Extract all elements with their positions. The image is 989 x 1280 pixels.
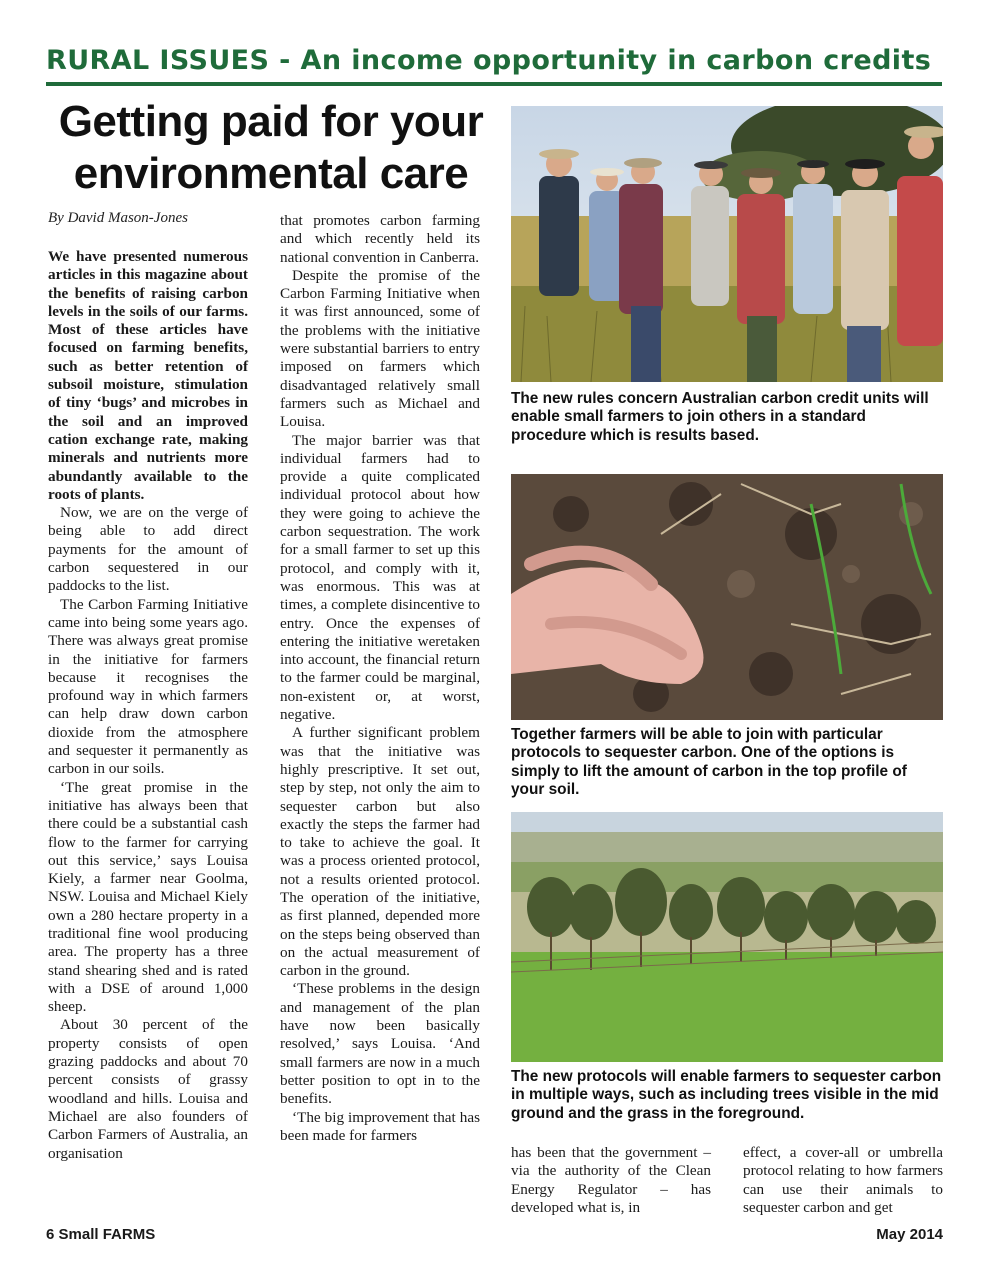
- banner-rule: [46, 82, 942, 86]
- paragraph: The Carbon Farming Initiative came into being some years ago. There was always great promise in the initiative for farmers because it recognises the profound way in which farmers can help draw down carbon dioxide from the atmosphere and sequester it permanently as carbon in our soils.: [48, 595, 248, 778]
- lead-paragraph: We have presented numerous articles in this magazine about the benefits of raising carbon levels in the soils of our farms. Most of these articles have focused on farming benefits, such as better retention of subsoil moisture, stimulation of tiny ‘bugs’ and microbes in the soil and an improved cation exchange rate, making minerals and nutrients more abundantly available to the roots of plants.: [48, 248, 248, 503]
- paragraph: About 30 percent of the property consists of open grazing paddocks and about 70 percent consists of grassy woodland and hills. Louisa and Michael are also founders of Carbon Farmers of Australia, an organisation: [48, 1016, 248, 1162]
- byline: By David Mason-Jones: [48, 210, 188, 226]
- column-1: [48, 248, 248, 1163]
- footer-page-number: 6 Small FARMS: [46, 1226, 156, 1243]
- article-headline: Getting paid for your environmental care: [58, 97, 484, 198]
- photo-farmers-field: [511, 106, 943, 382]
- paragraph: The major barrier was that individual farmers had to provide a quite complicated individual protocol about how they were going to achieve the carbon sequestration. The work for a small farmer to set up this protocol, and comply with it, was enormous. This was at times, a complete disincentive to entry. Once the expenses of entering the initiative weretaken into account, the financial return to the farmer could be marginal, non-existent or, at worst, negative.: [280, 431, 480, 724]
- caption-photo-3: The new protocols will enable farmers to sequester carbon in multiple ways, such as including trees visible in the mid ground and the grass in the foreground.: [511, 1068, 942, 1122]
- column-3: [511, 1144, 711, 1217]
- caption-photo-2: Together farmers will be able to join with particular protocols to sequester carbon. One of the options is simply to lift the amount of carbon in the top profile of your soil.: [511, 726, 907, 798]
- footer-date: May 2014: [876, 1226, 943, 1243]
- paragraph: ‘These problems in the design and management of the plan have now been basically resolved,’ says Louisa. ‘And small farmers are now in a much better position to opt in to the benefits.: [280, 980, 480, 1108]
- paragraph: Now, we are on the verge of being able to add direct payments for the amount of carbon sequestered in our paddocks to the list.: [48, 504, 248, 595]
- paragraph: ‘The great promise in the initiative has always been that there could be a substantial cash flow to the farmer for carrying out this service,’ says Louisa Kiely, a farmer near Goolma, NSW. Louisa and Michael Kiely own a 280 hectare property in a traditional fine wool producing area. The property has a three stand shearing shed and is rated with a DSE of around 1,000 sheep.: [48, 778, 248, 1016]
- photo-hand-soil: [511, 474, 943, 720]
- column-4: [743, 1144, 943, 1217]
- paragraph: A further significant problem was that the initiative was highly prescriptive. It set out, step by step, not only the aim to sequester carbon but also exactly the steps the farmer had to take to achieve the goal. It was a process oriented protocol, not a results oriented protocol. The operation of the initiative, as first planned, depended more on the steps being observed than on the actual measurement of carbon in the ground.: [280, 724, 480, 980]
- paragraph: ‘The big improvement that has been made for farmers: [280, 1108, 480, 1144]
- caption-photo-1: The new rules concern Australian carbon credit units will enable small farmers to join others in a standard procedure which is results based.: [511, 390, 929, 444]
- column-2: [280, 212, 480, 1145]
- paragraph: that promotes carbon farming and which recently held its national convention in Canberra.: [280, 212, 480, 266]
- paragraph: Despite the promise of the Carbon Farming Initiative when it was first announced, some of the problems with the initiative were substantial barriers to entry imposed on farmers which disadvantaged relatively small farmers such as Michael and Louisa.: [280, 266, 480, 431]
- paragraph: has been that the government – via the authority of the Clean Energy Regulator – has developed what is, in: [511, 1144, 711, 1216]
- paragraph: effect, a cover-all or umbrella protocol relating to how farmers can use their animals to sequester carbon and get: [743, 1144, 943, 1216]
- section-banner: RURAL ISSUES - An income opportunity in carbon credits: [46, 45, 932, 76]
- photo-trees-grass: [511, 812, 943, 1062]
